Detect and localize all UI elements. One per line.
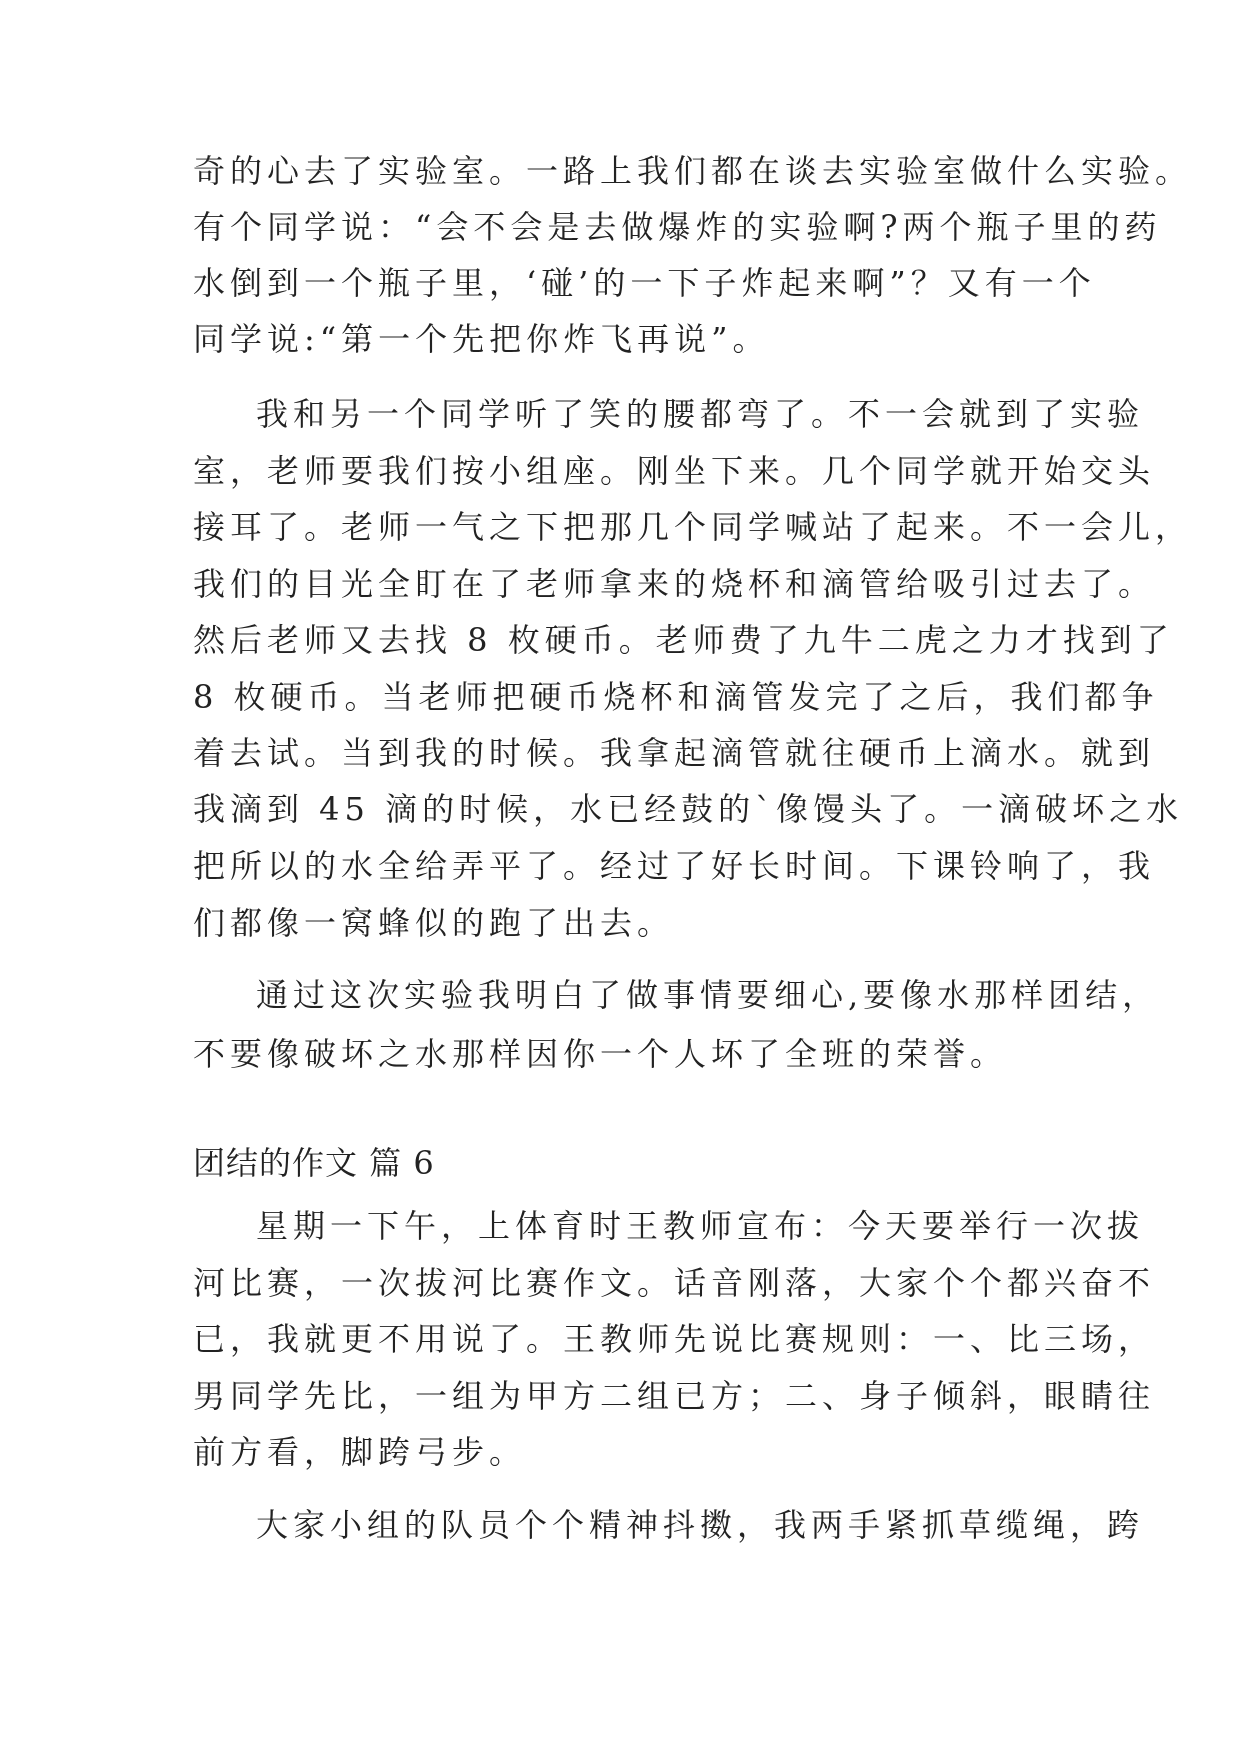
text-line: 8 枚硬币。当老师把硬币烧杯和滴管发完了之后，我们都争 — [193, 678, 1159, 716]
paragraph-first-line: 星期一下午，上体育时王教师宣布：今天要举行一次拔 — [256, 1207, 1145, 1245]
text-line: 水倒到一个瓶子里，‘碰’的一下子炸起来啊”？又有一个 — [193, 264, 1096, 302]
text-line: 男同学先比，一组为甲方二组已方；二、身子倾斜，眼睛往 — [193, 1377, 1156, 1415]
text-line: 我们的目光全盯在了老师拿来的烧杯和滴管给吸引过去了。 — [193, 565, 1156, 603]
text-line: 前方看，脚跨弓步。 — [193, 1433, 527, 1471]
text-line: 然后老师又去找 8 枚硬币。老师费了九牛二虎之力才找到了 — [193, 621, 1174, 659]
text-line: 奇的心去了实验室。一路上我们都在谈去实验室做什么实验。 — [193, 152, 1193, 190]
text-line: 同学说:“第一个先把你炸飞再说”。 — [193, 320, 770, 358]
text-line: 不要像破坏之水那样因你一个人坏了全班的荣誉。 — [193, 1035, 1008, 1073]
paragraph-first-line: 通过这次实验我明白了做事情要细心,要像水那样团结， — [256, 976, 1160, 1014]
text-line: 已，我就更不用说了。王教师先说比赛规则：一、比三场， — [193, 1320, 1156, 1358]
text-line: 室，老师要我们按小组座。刚坐下来。几个同学就开始交头 — [193, 452, 1156, 490]
text-line: 接耳了。老师一气之下把那几个同学喊站了起来。不一会儿， — [193, 508, 1193, 546]
text-line: 河比赛，一次拔河比赛作文。话音刚落，大家个个都兴奋不 — [193, 1264, 1156, 1302]
text-line: 有个同学说：“会不会是去做爆炸的实验啊?两个瓶子里的药 — [193, 208, 1162, 246]
text-line: 们都像一窝蜂似的跑了出去。 — [193, 904, 675, 942]
text-line: 着去试。当到我的时候。我拿起滴管就往硬币上滴水。就到 — [193, 734, 1156, 772]
text-line: 我滴到 45 滴的时候，水已经鼓的`像馒头了。一滴破坏之水 — [193, 790, 1184, 828]
paragraph-first-line: 我和另一个同学听了笑的腰都弯了。不一会就到了实验 — [256, 395, 1145, 433]
section-heading: 团结的作文 篇 6 — [193, 1144, 435, 1182]
paragraph-first-line: 大家小组的队员个个精神抖擞，我两手紧抓草缆绳，跨 — [256, 1506, 1145, 1544]
text-line: 把所以的水全给弄平了。经过了好长时间。下课铃响了，我 — [193, 847, 1156, 885]
